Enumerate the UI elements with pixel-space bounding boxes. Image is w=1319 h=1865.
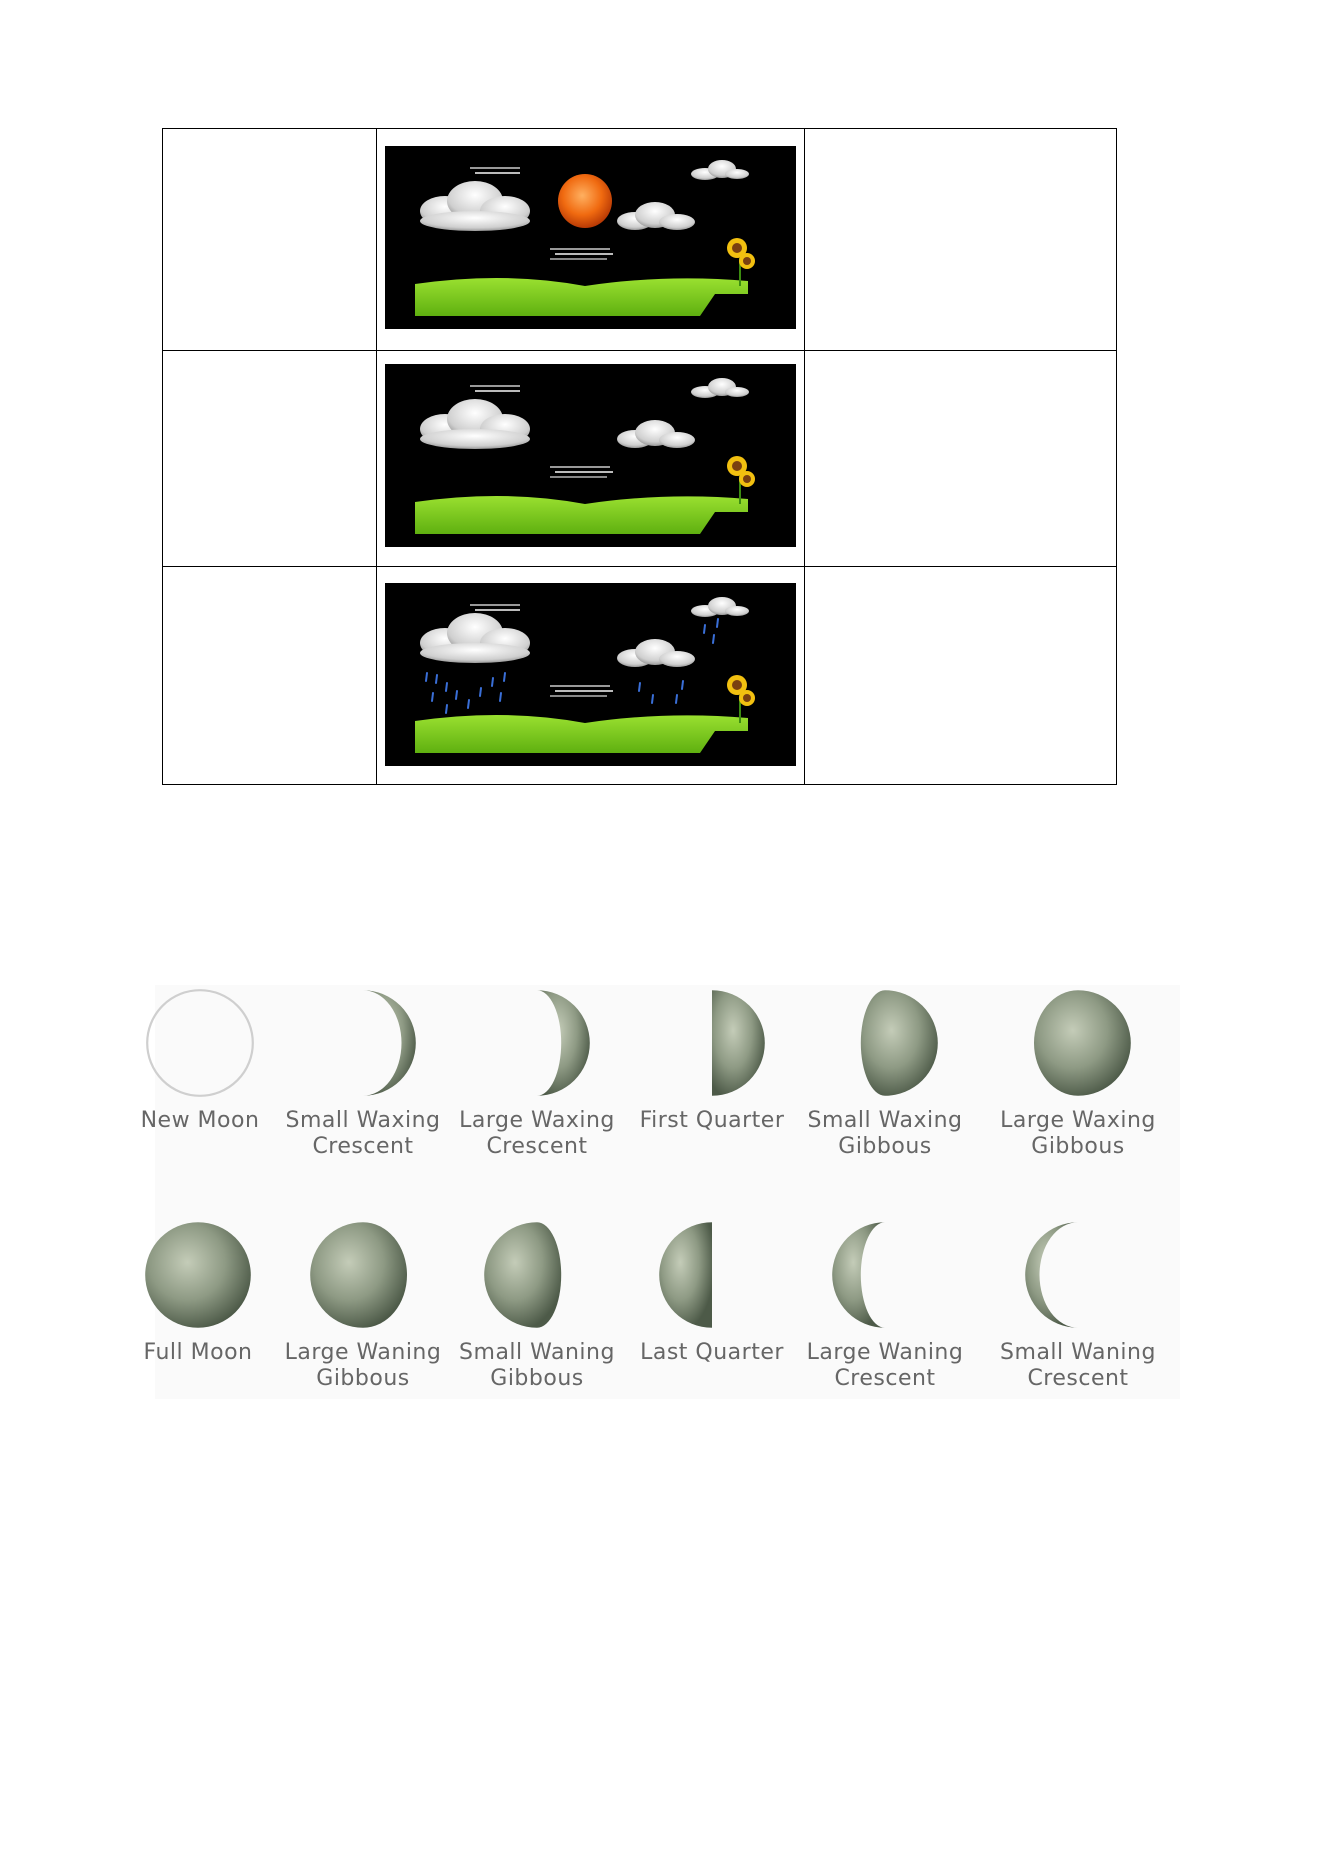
moon-label: Small Waxing [807, 1108, 963, 1133]
table-row [163, 351, 1116, 567]
moon-label: Small Waxing [285, 1108, 441, 1133]
moon-label: Gibbous [490, 1366, 584, 1391]
table-row [163, 567, 1116, 784]
small-waxing-gibbous-icon [830, 988, 940, 1098]
moon-phase-last-quarter [627, 1220, 797, 1366]
moon-label: Crescent [1027, 1366, 1129, 1391]
moon-label: Large Waxing [1000, 1108, 1156, 1133]
moon-label: Crescent [834, 1366, 936, 1391]
moon-label: Crescent [312, 1134, 414, 1159]
table-row [163, 129, 1116, 351]
moon-phase-small-waxing-crescent [278, 988, 448, 1160]
moon-phase-large-waning-crescent [800, 1220, 970, 1392]
table-cell-empty [163, 129, 377, 350]
moon-label: Large Waxing [459, 1108, 615, 1133]
moon-label: Small Waning [1000, 1340, 1156, 1365]
large-waxing-crescent-icon [482, 988, 592, 1098]
moon-label: First Quarter [639, 1108, 785, 1133]
moon-phase-first-quarter [627, 988, 797, 1134]
first-quarter-icon [657, 988, 767, 1098]
moon-label: Gibbous [838, 1134, 932, 1159]
moon-phase-large-waxing-gibbous [993, 988, 1163, 1160]
large-waning-gibbous-icon [308, 1220, 418, 1330]
table-cell-empty [163, 567, 377, 784]
moon-phase-new [115, 988, 285, 1134]
small-waning-gibbous-icon [482, 1220, 592, 1330]
rainy-scene-image [385, 583, 796, 766]
moon-phase-full [113, 1220, 283, 1366]
table-cell-empty [805, 129, 1116, 350]
moon-label: New Moon [140, 1108, 260, 1133]
moon-label: Gibbous [316, 1366, 410, 1391]
table-cell-empty [805, 567, 1116, 784]
moon-label: Crescent [486, 1134, 588, 1159]
table-cell-empty [805, 351, 1116, 566]
moon-label: Full Moon [143, 1340, 253, 1365]
new-moon-icon [145, 988, 255, 1098]
moon-phase-small-waning-gibbous [452, 1220, 622, 1392]
sun-icon [558, 174, 612, 228]
moon-label: Large Waning [284, 1340, 442, 1365]
moon-phase-small-waning-crescent [993, 1220, 1163, 1392]
small-waxing-crescent-icon [308, 988, 418, 1098]
cloudy-scene-image [385, 364, 796, 547]
moon-phase-large-waxing-crescent [452, 988, 622, 1160]
moon-label: Last Quarter [640, 1340, 784, 1365]
moon-phase-large-waning-gibbous [278, 1220, 448, 1392]
last-quarter-icon [657, 1220, 767, 1330]
large-waxing-gibbous-icon [1023, 988, 1133, 1098]
moon-label: Large Waning [806, 1340, 964, 1365]
full-moon-icon [143, 1220, 253, 1330]
table-cell-scene [377, 351, 805, 566]
moon-phases-chart [140, 985, 1180, 1399]
large-waning-crescent-icon [830, 1220, 940, 1330]
table-cell-scene [377, 129, 805, 350]
moon-label: Gibbous [1031, 1134, 1125, 1159]
moon-phase-small-waxing-gibbous [800, 988, 970, 1160]
small-waning-crescent-icon [1023, 1220, 1133, 1330]
sunny-scene-image [385, 146, 796, 329]
weather-icon-table [162, 128, 1117, 785]
table-cell-empty [163, 351, 377, 566]
moon-label: Small Waning [459, 1340, 615, 1365]
table-cell-scene [377, 567, 805, 784]
